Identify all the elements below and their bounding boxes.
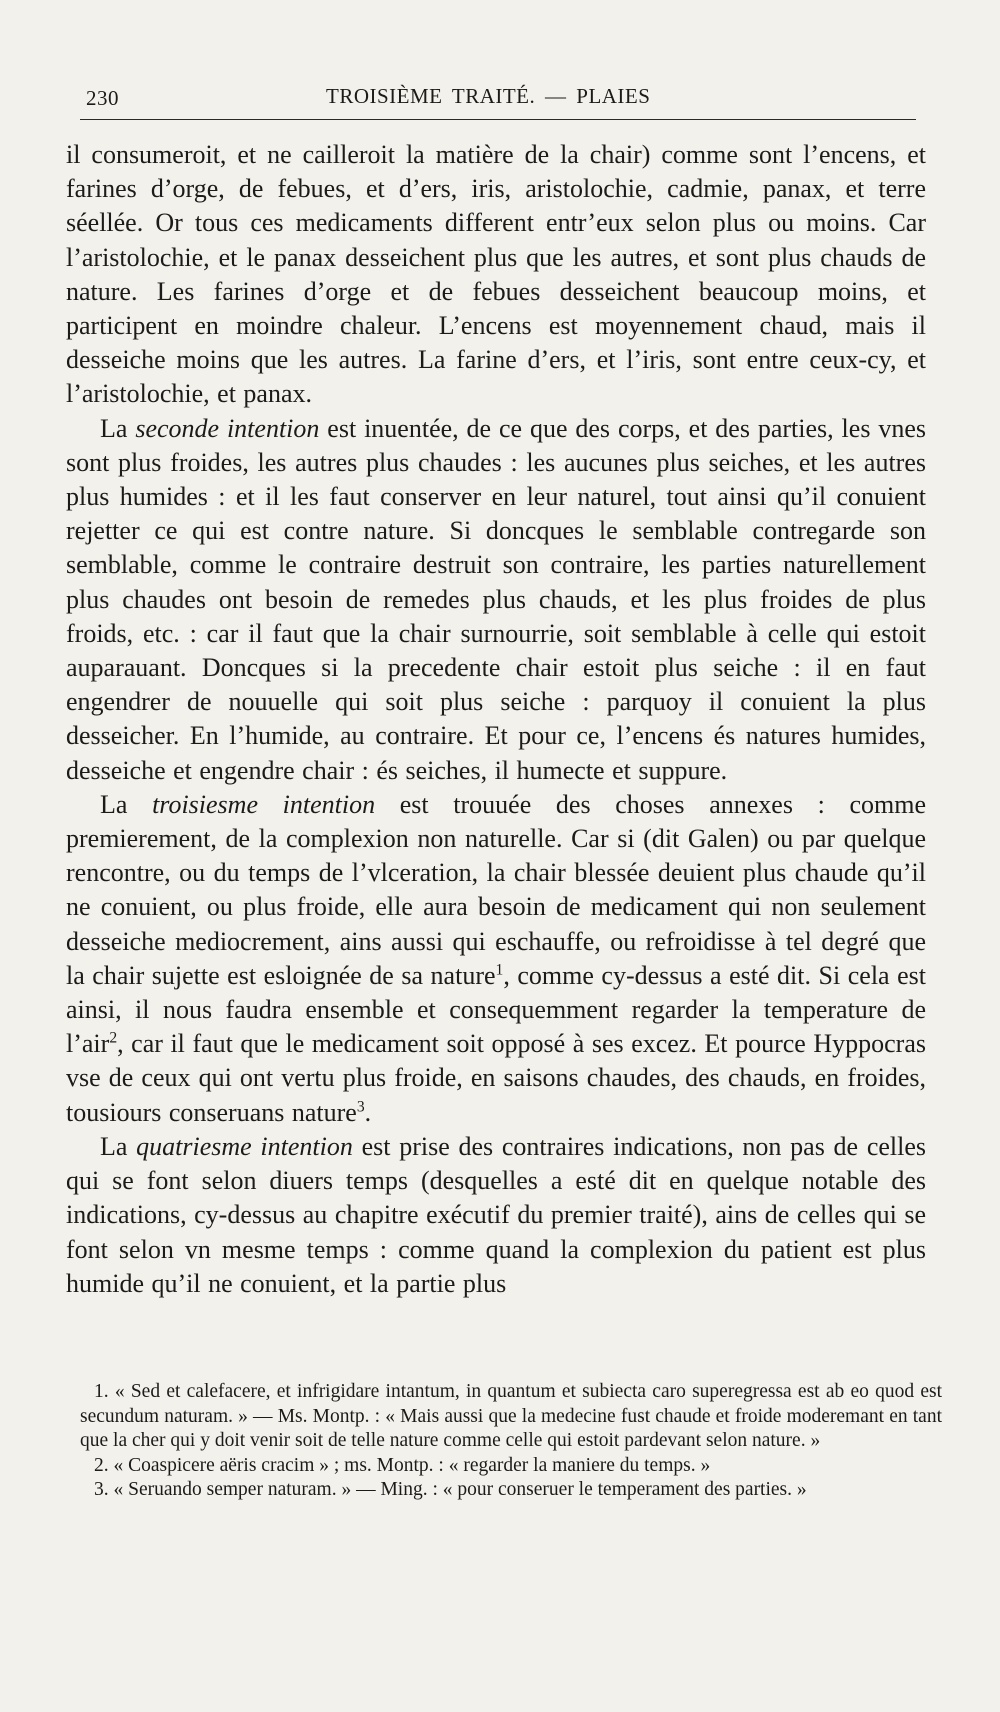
running-header <box>86 80 914 116</box>
running-title: TROISIÈME TRAITÉ. — PLAIES <box>326 84 651 108</box>
footnote-2: 2. « Coaspicere aëris cracim » ; ms. Montp. : « regarder la maniere du temps. » <box>94 1454 711 1476</box>
paragraph-4-lead: La <box>100 1131 137 1161</box>
paragraph-3-text-b: , comme cy-dessus a esté dit. Si cela est ainsi, il nous faudra ensemble et consequemment regarder la temperature de l’air <box>66 960 926 1059</box>
term-quatriesme-intention: quatriesme intention <box>136 1131 353 1161</box>
paragraph-3-lead: La <box>100 789 153 819</box>
paragraph-3-text-a: est trouuée des choses annexes : comme premierement, de la complexion non naturelle. Car si (dit Galen) ou par quelque rencontre, ou du temps de l’vlceration, la chair blessée deuient plus chaude qu’il ne conuient, ou plus froide, elle aura besoin de medicament qui non seulement desseiche mediocrement, ains aussi qui eschauffe, ou refroidisse à tel degré que la chair sujette est esloignée de sa nature <box>66 789 926 990</box>
paragraph-4 <box>66 1130 926 1301</box>
page-number: 230 <box>86 86 119 110</box>
footnote-1: 1. « Sed et calefacere, et infrigidare intantum, in quantum et subiecta caro superegressa est ab eo quod est secundum naturam. » — Ms. Montp. : « Mais aussi que la medecine fust chaude et froide moderemant en tant que la cher qui y doit venir soit de telle nature comme celle qui estoit pardevant selon nature. » <box>80 1381 942 1452</box>
paragraph-2-text: est inuentée, de ce que des corps, et des parties, les vnes sont plus froides, les autres plus chaudes : les aucunes plus seiches, et les autres plus humides : et il les faut conserver en leur naturel, tout ainsi qu’il conuient rejetter ce qui est contre nature. Si doncques le semblable contregarde son semblable, comme le contraire destruit son contraire, les parties naturellement plus chaudes ont besoin de remedes plus chauds, et les plus froides de plus froids, etc. : car il faut que la chair surnourrie, soit semblable à celle qui estoit auparauant. Doncques si la precedente chair estoit plus seiche : il en faut engendrer de nouuelle qui soit plus seiche : parquoy il conuient la plus desseicher. En l’humide, au contraire. Et pour ce, l’encens és natures humides, desseiche et engendre chair : és seiches, il humecte et suppure. <box>66 413 926 785</box>
paragraph-3-text-d: . <box>364 1097 372 1127</box>
footnotes <box>80 1380 942 1503</box>
paragraph-2 <box>66 412 926 788</box>
footnote-3: 3. « Seruando semper naturam. » — Ming. : « pour conseruer le temperament des parties. » <box>94 1479 807 1501</box>
main-text <box>66 138 926 1301</box>
paragraph-4-text: est prise des contraires indications, non pas de celles qui se font selon diuers temps (desquelles a esté dit en quelque notable des indications, cy-dessus au chapitre exécutif du premier traité), ains de celles qui se font selon vn mesme temps : comme quand la complexion du patient est plus humide qu’il ne conuient, et la partie plus <box>66 1131 927 1298</box>
paragraph-3 <box>66 788 926 1130</box>
term-seconde-intention: seconde intention <box>135 413 320 443</box>
header-rule <box>80 119 916 120</box>
footnote-ref-1[interactable]: 1 <box>495 961 504 979</box>
footnote-ref-2[interactable]: 2 <box>109 1029 118 1047</box>
paragraph-1: il consumeroit, et ne cailleroit la matière de la chair) comme sont l’encens, et farines d’orge, de febues, et d’ers, iris, aristolochie, cadmie, panax, et terre séellée. Or tous ces medicaments different entr’eux selon plus ou moins. Car l’aristolochie, et le panax desseichent plus que les autres, et sont plus chauds de nature. Les farines d’orge et de febues desseichent beaucoup moins, et participent en moindre chaleur. L’encens est moyennement chaud, mais il desseiche moins que les autres. La farine d’ers, et l’iris, sont entre ceux-cy, et l’aristolochie, et panax. <box>66 140 926 409</box>
footnote-ref-3[interactable]: 3 <box>356 1098 365 1116</box>
paragraph-3-text-c: , car il faut que le medicament soit opposé à ses excez. Et pource Hyppocras vse de ceux qui ont vertu plus froide, en saisons chaudes, des chauds, en froides, tousiours conseruans nature <box>66 1029 926 1127</box>
paragraph-2-lead: La <box>100 413 136 443</box>
term-troisiesme-intention: troisiesme intention <box>152 789 376 819</box>
